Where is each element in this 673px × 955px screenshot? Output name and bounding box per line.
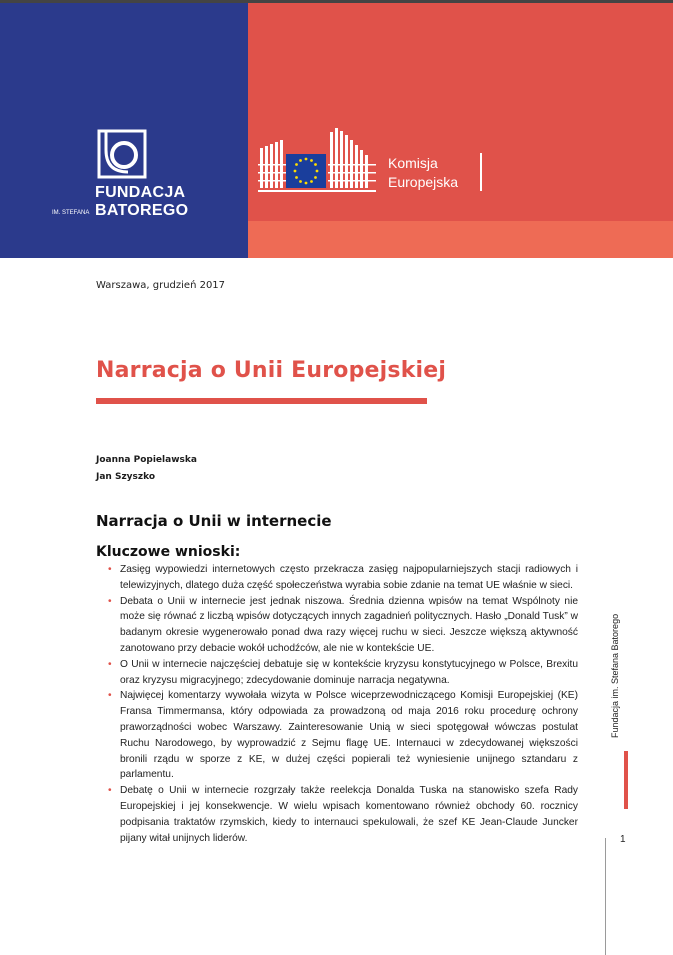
title-underline (96, 398, 427, 404)
header-salmon-strip (248, 221, 673, 258)
komisja-name-line1: Komisja (388, 155, 438, 171)
list-item-text: O Unii w internecie najczęściej debatuje się w kontekście kryzysu konstytucyjnego w Polsce, Brexitu oraz kryzysu migracyjnego; zdecydowanie dominuje narracja negatywna. (120, 658, 578, 686)
section-title: Narracja o Unii w internecie (96, 512, 332, 530)
sidebar-foundation-name: Fundacja im. Stefana Batorego (610, 613, 620, 738)
sidebar-rule-line (605, 838, 606, 955)
sidebar-accent-bar (624, 751, 628, 809)
komisja-divider (480, 153, 482, 191)
list-item (104, 783, 578, 846)
key-findings-list (104, 562, 578, 846)
list-item (104, 594, 578, 657)
author-1: Joanna Popielawska (96, 455, 197, 465)
bullet-icon: • (108, 564, 112, 575)
european-commission-logo-icon (258, 128, 378, 194)
bullet-icon: • (108, 595, 112, 607)
list-item-text: Zasięg wypowiedzi internetowych często przekracza zasięg najpopularniejszych stacji radiowych i telewizyjnych, dlatego duża część społeczeństwa wyrabia sobie zdanie na temat UE właśnie w sieci. (120, 564, 578, 591)
document-date: Warszawa, grudzień 2017 (96, 280, 226, 291)
fundacja-name-line1: FUNDACJA (95, 184, 186, 201)
fundacja-name-prefix: IM. STEFANA (52, 210, 90, 216)
list-item (104, 562, 578, 594)
author-2: Jan Szyszko (96, 472, 156, 482)
fundacja-name-line2: BATOREGO (95, 202, 189, 219)
subsection-title: Kluczowe wnioski: (96, 544, 241, 560)
list-item (104, 657, 578, 689)
list-item (104, 688, 578, 783)
bullet-icon: • (108, 658, 112, 670)
page-number: 1 (620, 834, 626, 845)
document-title: Narracja o Unii Europejskiej (96, 358, 447, 383)
list-item-text: Najwięcej komentarzy wywołała wizyta w Polsce wiceprzewodniczącego Komisji Europejskiej (KE) Fransa Timmermansa, który odpowiada za prowadzoną od maja 2016 roku procedurę ochrony praworządności wobec Warszawy. Zainteresowanie Unią w sieci spotęgował wówczas postulat Ruchu Narodowego, by wyprowadzić z Sejmu flagę UE. Internauci w zdecydowanej większości bronili rządu w sporze z KE, w dużej części popierali też wyniesienie unijnego sztandaru z parlamentu. (120, 690, 578, 781)
fundacja-batorego-logo-icon (96, 128, 148, 180)
list-item-text: Debata o Unii w internecie jest jednak niszowa. Średnia dzienna wpisów na temat Wspólnoty nie może się równać z liczbą wpisów dotyczących innych zagadnień politycznych. Hasło „Donald Tusk” w badanym okresie wygenerowało ponad dwa razy więcej ruchu w sieci. Jeszcze większą aktywność zanotowano przy debacie wokół uchodźców, ale nie w kontekście UE. (120, 595, 578, 654)
list-item-text: Debatę o Unii w internecie rozgrzały także reelekcja Donalda Tuska na stanowisko szefa Rady Europejskiej i jej konsekwencje. W wielu wpisach komentowano również obchody 60. rocznicy podpisania traktatów rzymskich, kiedy to internauci spekulowali, że szef KE Jean-Claude Juncker pijany witał unijnych liderów. (120, 785, 578, 844)
bullet-icon: • (108, 785, 112, 797)
bullet-icon: • (108, 690, 112, 702)
komisja-name-line2: Europejska (388, 174, 459, 190)
